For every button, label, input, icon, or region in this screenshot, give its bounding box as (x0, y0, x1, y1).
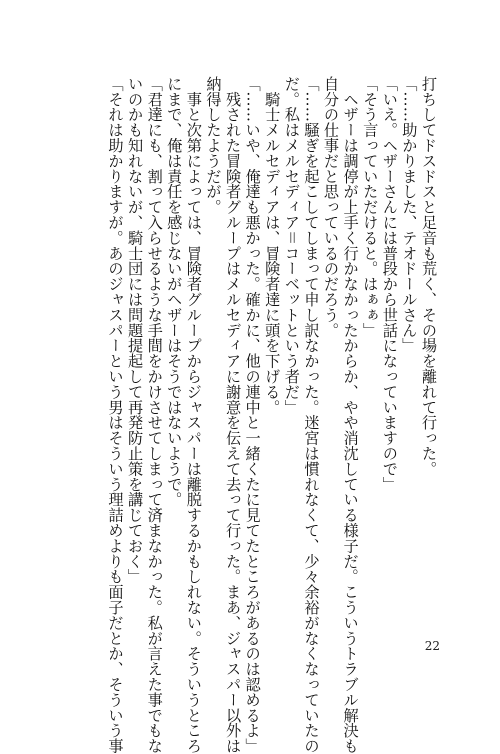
text-line: 「それは助かりますが。あのジャスパーという男はそういう理詰めよりも面子だとか、そういう事 (106, 76, 125, 754)
text-line: 自分の仕事だと思っているのだろう。 (322, 76, 341, 338)
text-line: 「そう言っていただけると。はぁぁ」 (361, 76, 380, 338)
text-line: にまで、俺は責任を感じないがヘザーはそうではないようで。 (165, 76, 184, 508)
text-line: 「……いや、俺達も悪かった。確かに、他の連中と一緒くたに見てたところがあるのは認めるよ」 (243, 76, 262, 754)
text-line: いのかも知れないが、騎士団には問題提起して再発防止策を講じておく」 (126, 76, 145, 585)
text-line: 「いえ。ヘザーさんには普段から世話になっていますので」 (380, 76, 399, 492)
text-line: 残された冒険者グループはメルセディアに謝意を伝えて去って行った。まあ、ジャスパー以外は (224, 76, 243, 754)
text-line: 「……騒ぎを起こしてしまって申し訳なかった。迷宮は慣れなくて、少々余裕がなくなっていたの (302, 76, 321, 754)
text-line: 「……助かりました、テオドールさん」 (400, 76, 419, 354)
text-line: だ。私はメルセディア＝コーベットという者だ」 (282, 76, 301, 415)
text-line: 打ちしてドスドスと足音も荒く、その場を離れて行った。 (420, 76, 438, 477)
text-line: 納得したようだが。 (204, 76, 223, 215)
text-line: 「君達にも、割って入らせるような手間をかけさせてしまって済まなかった。私が言えた事でもな (145, 76, 164, 754)
text-line: 事と次第によっては、冒険者グループからジャスパーは離脱するかもしれない。そういうところ (184, 76, 203, 754)
text-line: 騎士メルセディアは、冒険者達に頭を下げる。 (263, 76, 282, 415)
text-line: ヘザーは調停が上手く行かなかったからか、やや消沈している様子だ。こういうトラブル解決も (341, 76, 360, 754)
page-number: 22 (424, 639, 440, 653)
